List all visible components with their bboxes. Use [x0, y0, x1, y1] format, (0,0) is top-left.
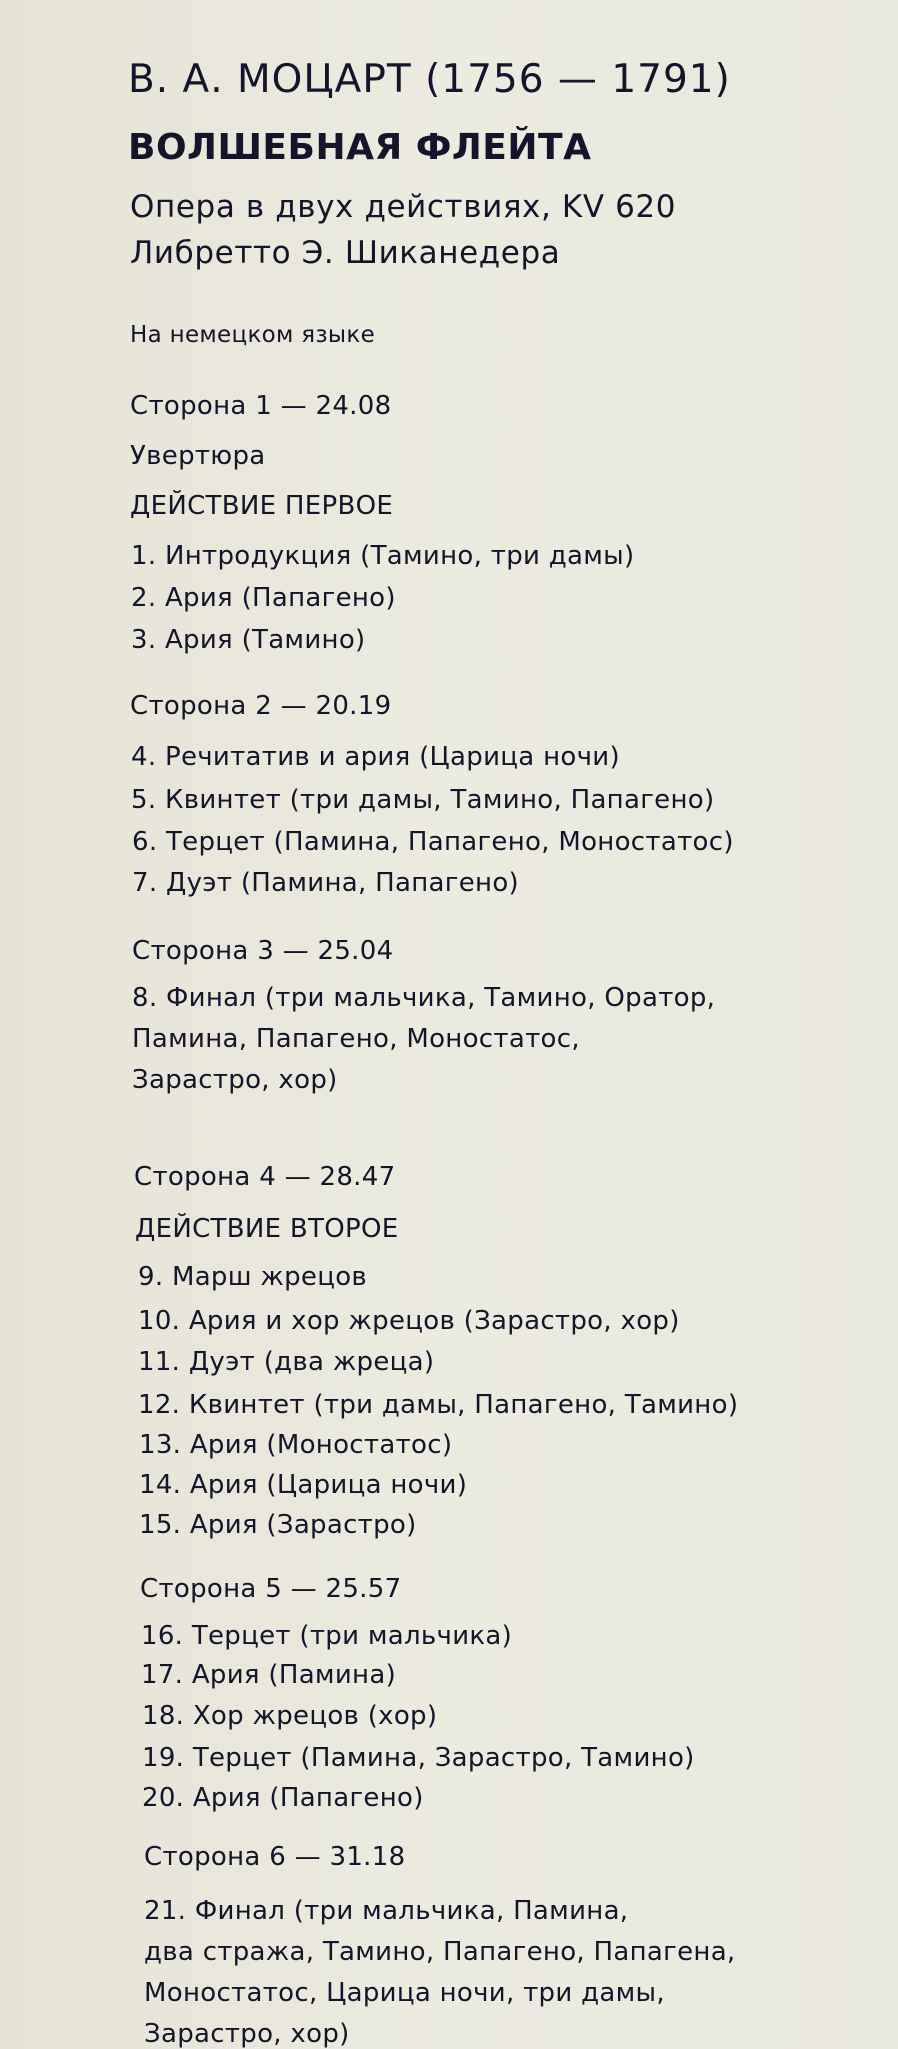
act-heading: ДЕЙСТВИЕ ВТОРОЕ	[135, 1214, 399, 1244]
track-item: 2. Ария (Папагено)	[131, 583, 396, 613]
track-item-line: Зарастро, хор)	[144, 2019, 350, 2049]
track-item: 13. Ария (Моностатос)	[139, 1430, 453, 1460]
track-item-line: два стража, Тамино, Папагено, Папагена,	[144, 1937, 736, 1967]
side-label: Сторона 3 — 25.04	[132, 936, 394, 966]
composer-heading: В. А. МОЦАРТ (1756 — 1791)	[128, 57, 731, 102]
opera-subtitle: Опера в двух действиях, KV 620	[130, 189, 677, 225]
track-item: 17. Ария (Памина)	[141, 1660, 397, 1690]
track-item: 20. Ария (Папагено)	[142, 1783, 424, 1813]
track-item-line: Зарастро, хор)	[132, 1065, 338, 1095]
language-note: На немецком языке	[130, 322, 376, 348]
side-label: Сторона 1 — 24.08	[130, 391, 392, 421]
track-item: 9. Марш жрецов	[138, 1262, 368, 1292]
track-item-line: Моностатос, Царица ночи, три дамы,	[144, 1978, 665, 2008]
track-item: 1. Интродукция (Тамино, три дамы)	[131, 541, 635, 571]
track-item: 18. Хор жрецов (хор)	[142, 1701, 438, 1731]
track-item: 16. Терцет (три мальчика)	[141, 1621, 513, 1651]
side-label: Сторона 5 — 25.57	[140, 1574, 402, 1604]
track-item-line: Памина, Папагено, Моностатос,	[132, 1024, 580, 1054]
track-item: 15. Ария (Зарастро)	[139, 1510, 417, 1540]
opera-title: ВОЛШЕБНАЯ ФЛЕЙТА	[128, 127, 592, 168]
track-item: 6. Терцет (Памина, Папагено, Моностатос)	[132, 827, 734, 857]
track-item: 12. Квинтет (три дамы, Папагено, Тамино)	[138, 1390, 739, 1420]
track-item: 5. Квинтет (три дамы, Тамино, Папагено)	[131, 785, 715, 815]
track-item-line: 8. Финал (три мальчика, Тамино, Оратор,	[132, 983, 716, 1013]
track-item: 10. Ария и хор жрецов (Зарастро, хор)	[138, 1306, 680, 1336]
track-item-line: 21. Финал (три мальчика, Памина,	[144, 1896, 629, 1926]
track-item: 19. Терцет (Памина, Зарастро, Тамино)	[142, 1743, 695, 1773]
track-item: 14. Ария (Царица ночи)	[139, 1470, 468, 1500]
libretto-credit: Либретто Э. Шиканедера	[130, 235, 561, 271]
side-label: Сторона 6 — 31.18	[144, 1842, 406, 1872]
track-item: 7. Дуэт (Памина, Папагено)	[132, 868, 519, 898]
side-label: Сторона 2 — 20.19	[130, 691, 392, 721]
track-item: 4. Речитатив и ария (Царица ночи)	[131, 742, 620, 772]
track-item: 3. Ария (Тамино)	[131, 625, 366, 655]
act-heading: ДЕЙСТВИЕ ПЕРВОЕ	[130, 491, 394, 521]
side-label: Сторона 4 — 28.47	[134, 1162, 396, 1192]
overture-label: Увертюра	[130, 441, 266, 471]
track-item: 11. Дуэт (два жреца)	[138, 1347, 435, 1377]
